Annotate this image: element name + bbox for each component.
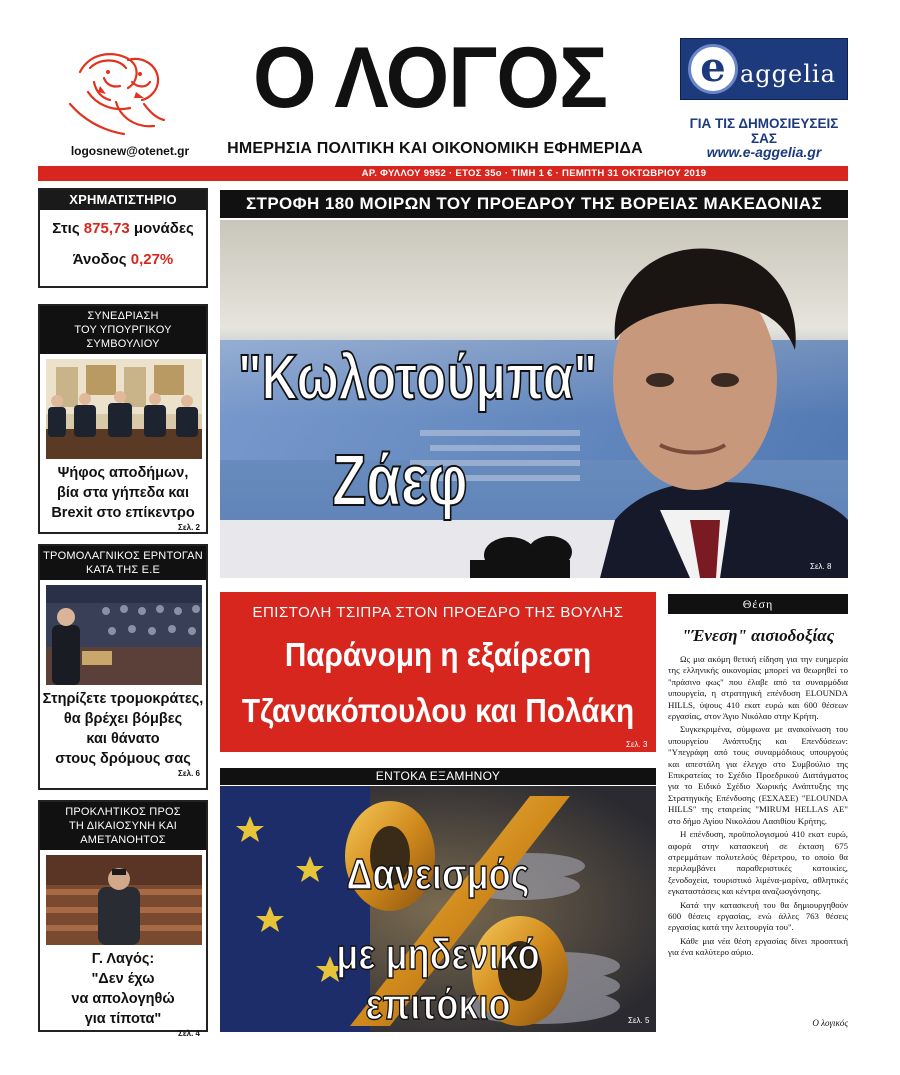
caption-line: στους δρόμους σας (55, 751, 191, 767)
issue-info-text: ΑΡ. ΦΥΛΛΟΥ 9952 · ΕΤΟΣ 35ο · ΤΙΜΗ 1 € · ΠΕΜΠΤΗ 31 ΟΚΤΩΒΡΙΟΥ 2019 (361, 168, 707, 179)
opinion-paragraph: Κατά την κατασκευή του θα δημιουργηθούν 600 θέσεις εργασίας, ενώ άλλες 763 θέσεις εργασίας κατά την λειτουργία του". (668, 899, 848, 933)
tsipras-story-headline-line1[interactable]: Παράνομη η εξαίρεση (284, 636, 592, 673)
sidebar-story-caption (40, 689, 206, 769)
newspaper-title: Ο ΛΟΓΟΣ (252, 30, 608, 126)
sidebar-story-caption (40, 463, 206, 523)
lagos-parliament-photo (46, 855, 200, 945)
sidebar-header-line: ΤΟΥ ΥΠΟΥΡΓΙΚΟΥ ΣΥΜΒΟΥΛΙΟΥ (74, 324, 172, 350)
opinion-title[interactable]: "Ένεση" αισιοδοξίας (681, 626, 835, 645)
caption-line: να απολογηθώ (71, 991, 175, 1007)
page-reference: Σελ. 2 (178, 523, 200, 532)
caption-line: Brexit στο επίκεντρο (51, 505, 195, 521)
eaggelia-logo-icon: e (688, 44, 738, 94)
sidebar-header-line: ΚΑΤΑ ΤΗΣ Ε.Ε (86, 564, 160, 576)
sidebar-header-line: ΠΡΟΚΛΗΤΙΚΟΣ ΠΡΟΣ (65, 806, 181, 818)
opinion-body (668, 654, 848, 961)
sidebar-story-header (40, 546, 206, 580)
opinion-paragraph: Η επένδυση, προϋπολογισμού 410 εκατ ευρώ, αφορά στην κατασκευή σε έκταση 675 στρεμμάτων πολυτελούς θέρετρου, το οποίο θα περιλαμβάνει παραθεριστικές κατοικίες, ξενοδοχεία, τουριστικό λιμένα-μαρίνα, αθλητικές εγκαταστάσεις και κέντρα αναζωογόνησης. (668, 829, 848, 897)
stock-change-prefix: Άνοδος (72, 251, 131, 268)
caption-line: και θάνατο (86, 731, 160, 747)
lead-headline-line1[interactable]: "Κωλοτούμπα" (238, 341, 598, 413)
page-reference: Σελ. 3 (626, 740, 648, 749)
stock-market-box (38, 188, 208, 288)
tsipras-story-headline-line2[interactable]: Τζανακόπουλου και Πολάκη (241, 692, 635, 729)
sidebar-story-erdogan[interactable] (38, 544, 208, 790)
page-reference: Σελ. 8 (810, 562, 832, 571)
opinion-paragraph: Συγκεκριμένα, σύμφωνα με ανακοίνωση του υπουργείου Ανάπτυξης και Επενδύσεων: "Υπεγράφη από τους συναρμόδιους υπουργούς και απεστάλη για έλεγχο στο Συμβούλιο της Επικρατείας το Σχέδιο Προεδρικού Διατάγματος για το Ειδικό Σχέδιο Χωρικής Ανάπτυξης της Στρατηγικής Επένδυσης (ΕΣΧΑΣΕ) "ELOUNDA HILLS" της εταιρείας "MIRUM HELLAS AE" στο δήμο Αγίου Νικολάου Λασιθίου Κρήτης. (668, 724, 848, 826)
stock-index-prefix: Στις (52, 220, 84, 237)
caption-line: Ψήφος αποδήμων, (57, 465, 189, 481)
lead-story-kicker[interactable]: ΣΤΡΟΦΗ 180 ΜΟΙΡΩΝ ΤΟΥ ΠΡΟΕΔΡΟΥ ΤΗΣ ΒΟΡΕΙΑΣ ΜΑΚΕΔΟΝΙΑΣ (220, 190, 848, 218)
stock-change-value: 0,27% (130, 251, 174, 268)
page-reference: Σελ. 6 (178, 769, 200, 778)
caption-line: βία στα γήπεδα και (57, 485, 189, 501)
stock-change-line (40, 251, 206, 268)
sidebar-story-header (40, 802, 206, 850)
stock-index-value: 875,73 (83, 220, 130, 237)
contact-email[interactable]: logosnew@otenet.gr (70, 144, 190, 158)
opinion-paragraph: Ως μια ακόμη θετική είδηση για την ευημερία της ελληνικής οικονομίας μπορεί να θεωρηθεί το "πράσινο φως" που έλαβε από τα συναρμόδια υπουργεία, η στρατηγική επένδυση ELOUNDA HILLS, ύψους 410 εκατ ευρώ και 600 θέσεων εργασίας, στον Άγιο Νικόλαο στην Κρήτη. (668, 654, 848, 722)
page-reference: Σελ. 4 (178, 1029, 200, 1038)
caption-line: για τίποτα" (84, 1011, 162, 1027)
eaggelia-logo-word: aggelia (740, 60, 836, 88)
sidebar-story-caption (40, 949, 206, 1029)
page-reference: Σελ. 5 (628, 1016, 650, 1025)
sidebar-header-line: ΣΥΝΕΔΡΙΑΣΗ (87, 310, 159, 322)
sidebar-story-header (40, 306, 206, 354)
erdogan-speech-photo (46, 585, 200, 685)
caption-line: θα βρέχει βόμβες (63, 711, 183, 727)
sidebar-header-line: ΤΗ ΔΙΚΑΙΟΣΥΝΗ ΚΑΙ ΑΜΕΤΑΝΟΗΤΟΣ (68, 820, 177, 846)
newspaper-subtitle: ΗΜΕΡΗΣΙΑ ΠΟΛΙΤΙΚΗ ΚΑΙ ΟΙΚΟΝΟΜΙΚΗ ΕΦΗΜΕΡΙΔΑ (227, 140, 643, 157)
stock-index-suffix: μονάδες (129, 220, 194, 237)
sidebar-story-cabinet[interactable] (38, 304, 208, 534)
loan-headline-line1[interactable]: Δανεισμός (346, 850, 530, 899)
newspaper-logo-illustration (60, 42, 170, 142)
caption-line: Γ. Λαγός: (91, 951, 155, 967)
lead-headline-line2[interactable]: Ζάεφ (332, 441, 468, 521)
caption-line: "Δεν έχω (91, 971, 155, 987)
cabinet-meeting-photo (46, 359, 200, 459)
loan-story-kicker[interactable]: ΕΝΤΟΚΑ ΕΞΑΜΗΝΟΥ (220, 768, 656, 785)
tsipras-story-kicker: ΕΠΙΣΤΟΛΗ ΤΣΙΠΡΑ ΣΤΟΝ ΠΡΟΕΔΡΟ ΤΗΣ ΒΟΥΛΗΣ (252, 604, 624, 621)
ad-tagline: ΓΙΑ ΤΙΣ ΔΗΜΟΣΙΕΥΣΕΙΣ ΣΑΣ (689, 116, 839, 146)
sidebar-story-lagos[interactable] (38, 800, 208, 1038)
opinion-signature: Ο λογικός (812, 1018, 848, 1028)
ad-url[interactable]: www.e-aggelia.gr (706, 144, 822, 160)
sidebar-header-line: ΤΡΟΜΟΛΑΓΝΙΚΟΣ ΕΡΝΤΟΓΑΝ (43, 550, 203, 562)
caption-line: Στηρίζετε τρομοκράτες, (42, 691, 204, 707)
opinion-paragraph: Κάθε μια νέα θέση εργασίας δίνει προοπτική για ένα καλύτερο αύριο. (668, 935, 848, 958)
stock-index-line (40, 220, 206, 237)
stock-market-header: ΧΡΗΜΑΤΙΣΤΗΡΙΟ (40, 190, 206, 210)
opinion-label: Θέση (668, 594, 848, 614)
loan-headline-line2[interactable]: με μηδενικό επιτόκιο (336, 930, 540, 1029)
